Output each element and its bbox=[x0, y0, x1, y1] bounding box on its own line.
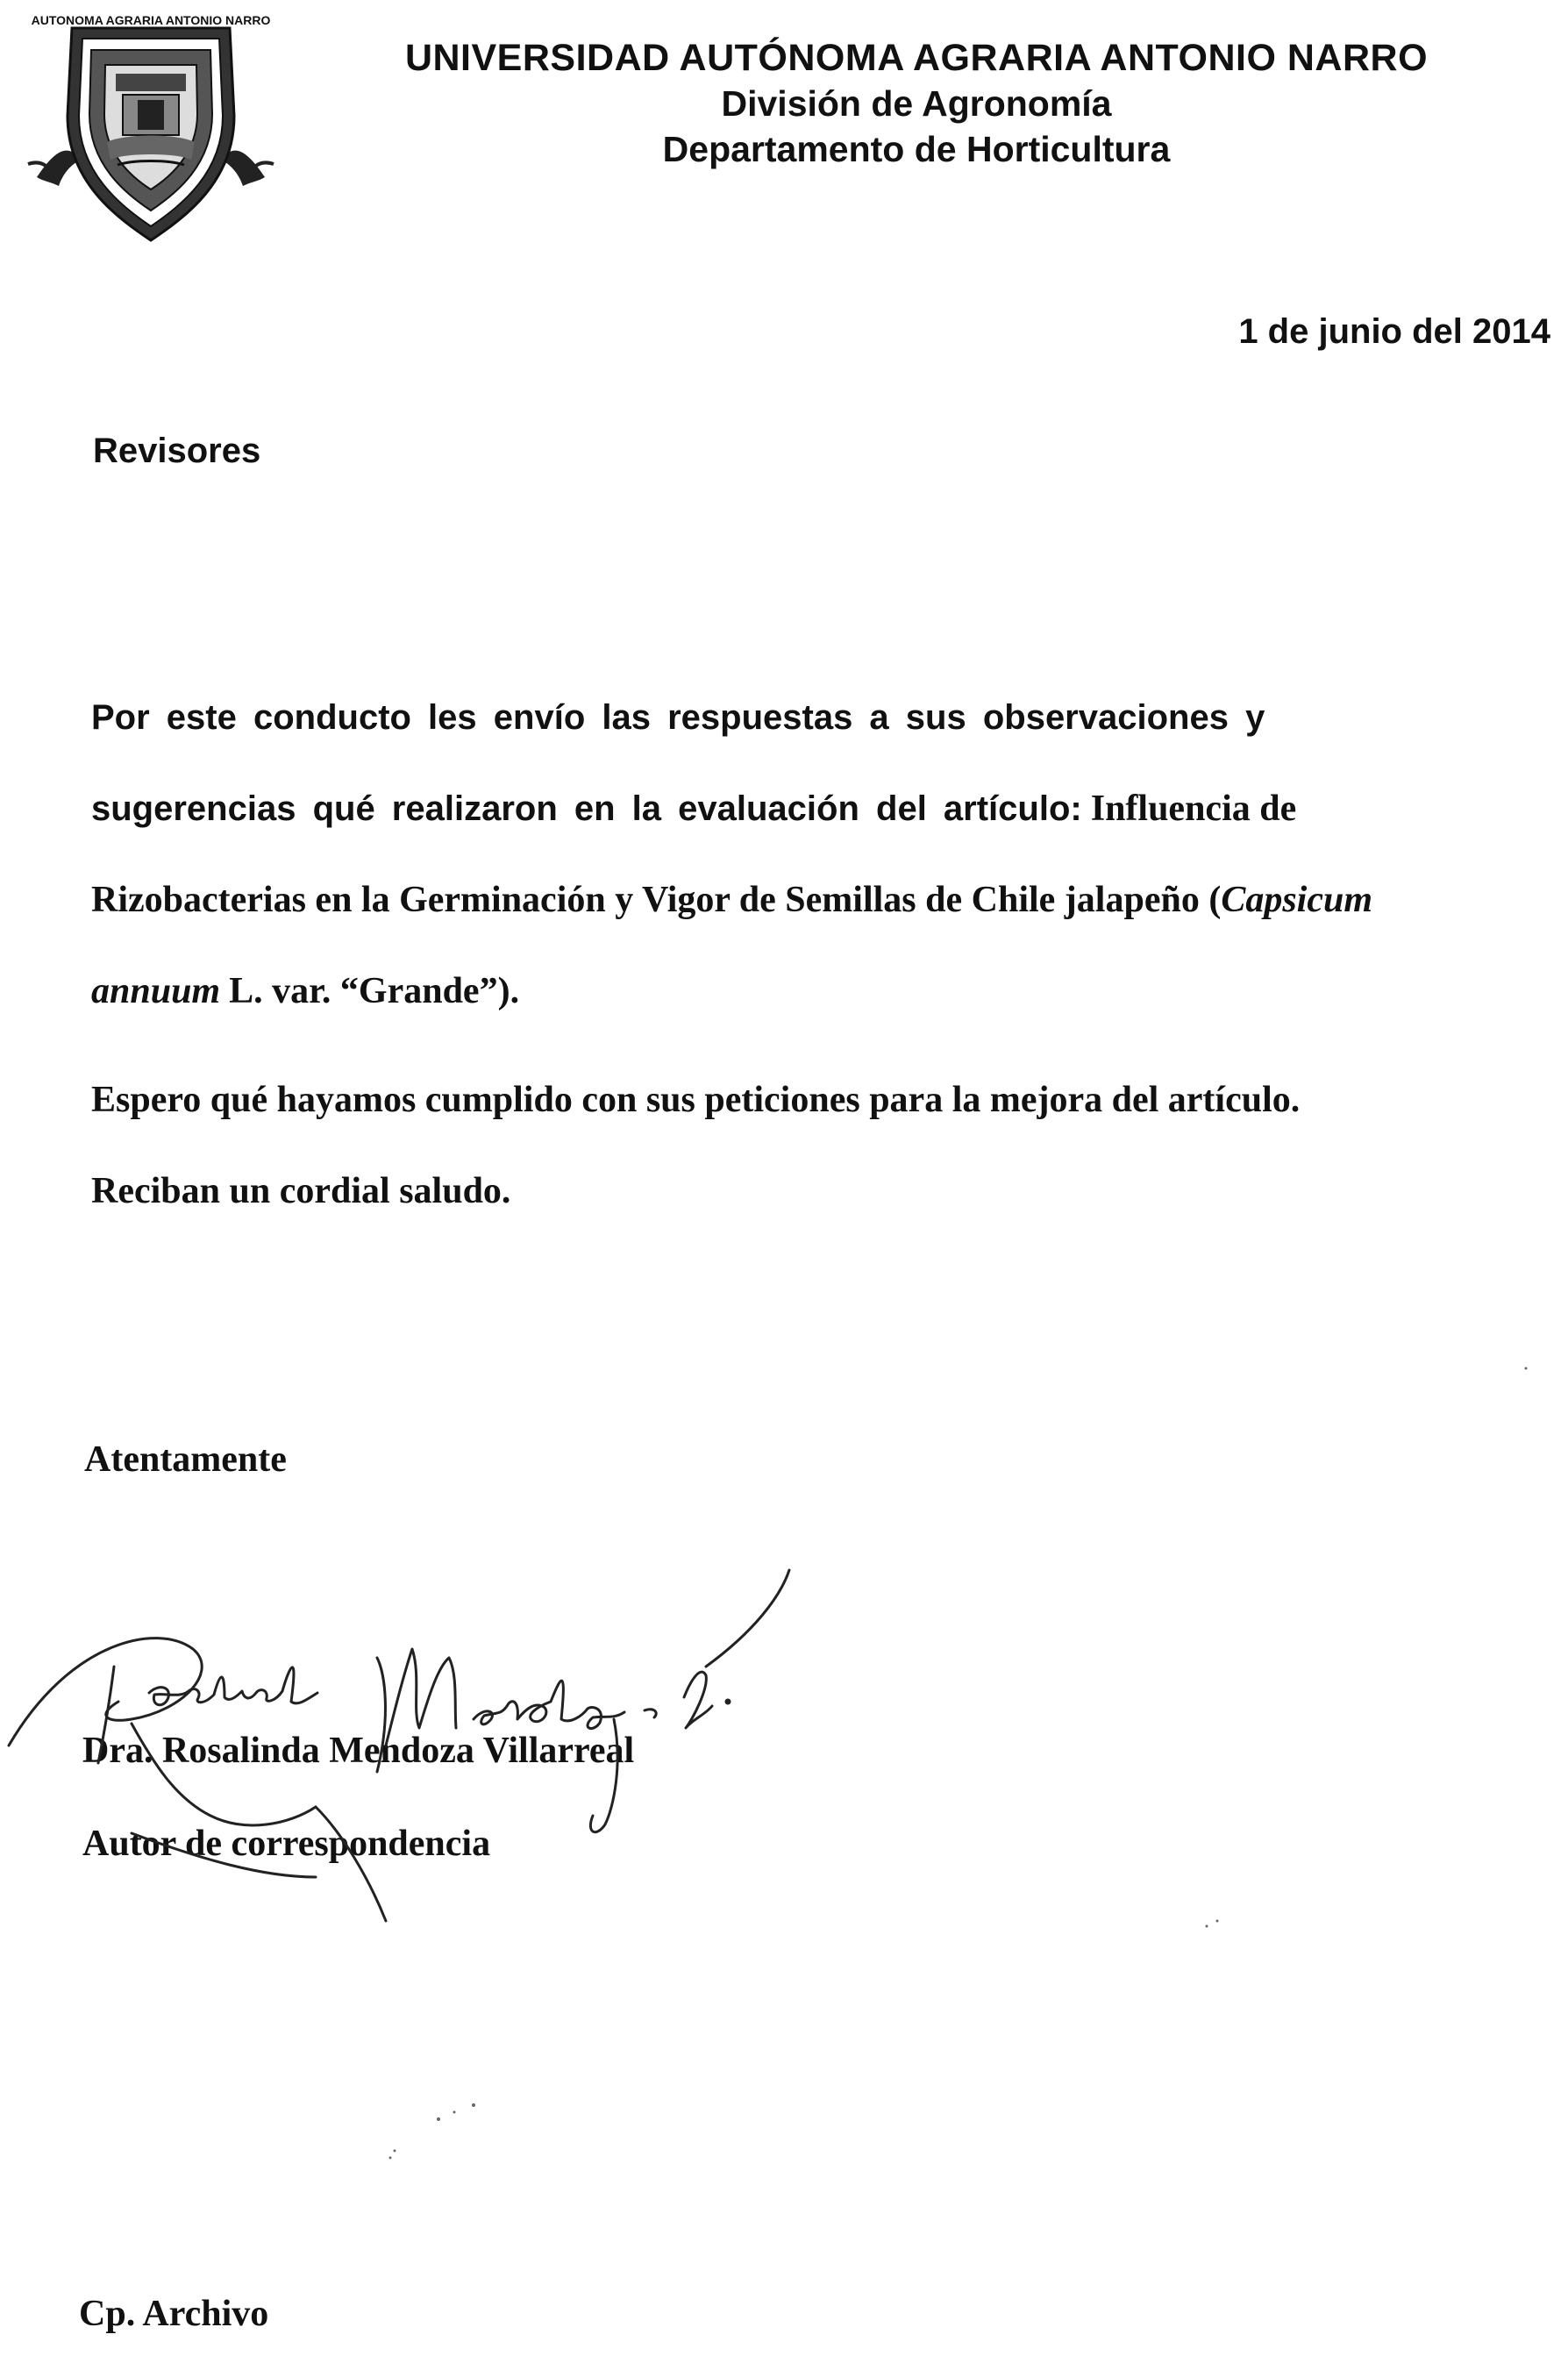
body-paragraph-3: Reciban un cordial saludo. bbox=[91, 1171, 511, 1211]
body-paragraph-2: Espero qué hayamos cumplido con sus peticiones para la mejora del artículo. bbox=[91, 1080, 1301, 1120]
handwritten-signature bbox=[0, 1544, 807, 1947]
article-title-start: Influencia de bbox=[1090, 789, 1297, 829]
closing-salutation: Atentamente bbox=[84, 1439, 287, 1480]
letterhead bbox=[333, 35, 1500, 172]
paragraph-1-line-2 bbox=[91, 782, 1547, 874]
species-genus: Capsicum bbox=[1221, 880, 1373, 920]
signer-role: Autor de correspondencia bbox=[82, 1824, 491, 1864]
paragraph-1-line-4 bbox=[91, 965, 1547, 1056]
paragraph-1-line-1: Por este conducto les envío las respuestas a sus observaciones y bbox=[91, 698, 1265, 737]
division-name: División de Agronomía bbox=[721, 83, 1112, 124]
paragraph-1-line-2-sans: sugerencias qué realizaron en la evaluación del artículo: bbox=[91, 789, 1082, 828]
recipient: Revisores bbox=[93, 432, 261, 470]
body-paragraph-1 bbox=[91, 691, 1547, 1056]
letter-date: 1 de junio del 2014 bbox=[1238, 312, 1550, 351]
article-title-end: L. var. “Grande”). bbox=[229, 971, 520, 1011]
article-title-middle: Rizobacterias en la Germinación y Vigor de Semillas de Chile jalapeño ( bbox=[91, 880, 1222, 920]
department-name: Departamento de Horticultura bbox=[662, 129, 1171, 169]
signer-name: Dra. Rosalinda Mendoza Villarreal bbox=[82, 1731, 635, 1771]
university-seal-logo bbox=[19, 11, 282, 247]
carbon-copy-note: Cp. Archivo bbox=[79, 2294, 269, 2334]
institution-name: UNIVERSIDAD AUTÓNOMA AGRARIA ANTONIO NARRO bbox=[404, 37, 1429, 79]
paragraph-1-line-3 bbox=[91, 874, 1547, 965]
species-epithet: annuum bbox=[91, 971, 221, 1011]
seal-text: AUTONOMA AGRARIA ANTONIO NARRO bbox=[31, 13, 271, 27]
